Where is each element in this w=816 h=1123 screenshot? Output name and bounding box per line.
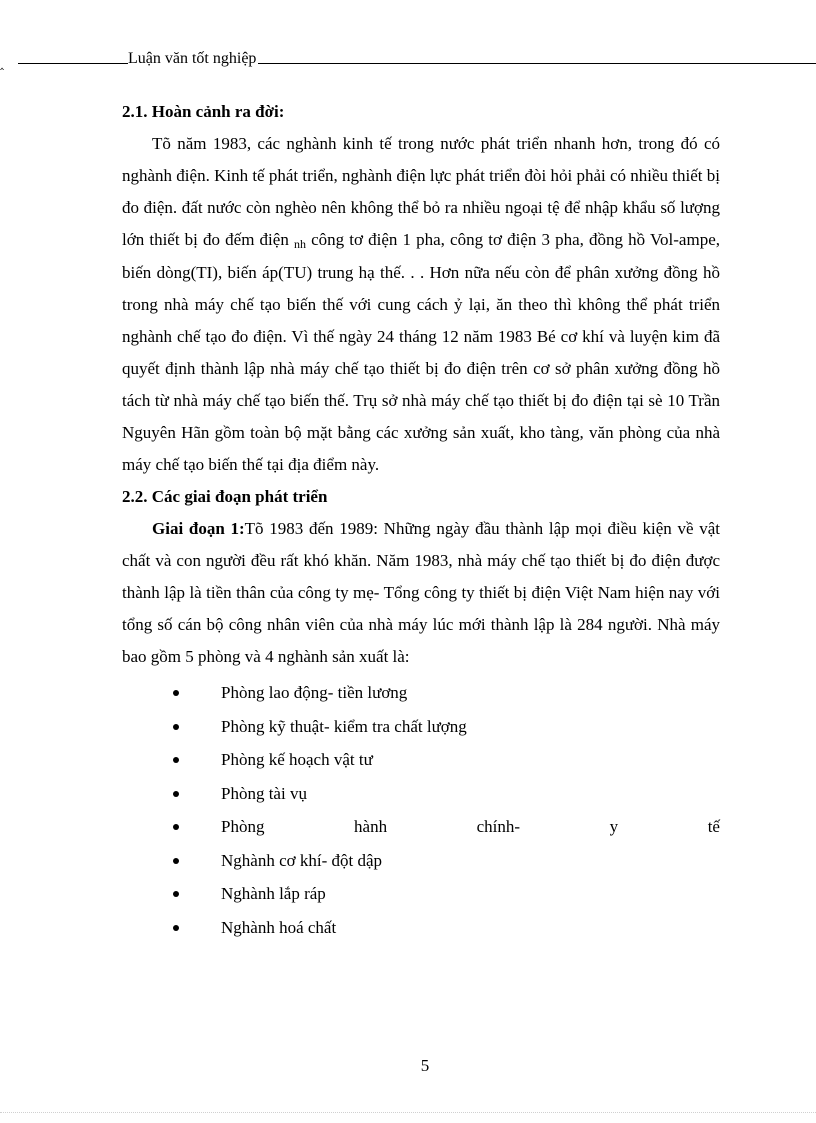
page-number: 5 bbox=[420, 1056, 430, 1075]
paragraph-origin-text-2: công tơ điện 1 pha, công tơ điện 3 pha, đồng hồ Vol-ampe, biến dòng(TI), biến áp(TU) trung hạ thế. . . Hơn nữa nếu còn để phân xưởng đồng hồ trong nhà máy chế tạo biến thế với cung cách ỷ lại, ăn theo thì không thể phát triển nghành chế tạo đo điện. Vì thế ngày 24 tháng 12 năm 1983 Bé cơ khí và luyện kim đã quyết định thành lập nhà máy chế tạo thiết bị đo điện trên cơ sở phân xưởng đồng hồ tách từ nhà máy chế tạo biến thế. Trụ sở nhà máy chế tạo thiết bị đo điện tại sè 10 Trần Nguyên Hãn gồm toàn bộ mặt bằng các xưởng sản xuất, kho tàng, văn phòng của nhà máy chế tạo biến thế tại địa điểm này. bbox=[122, 230, 720, 474]
list-item: Phòng kỹ thuật- kiểm tra chất lượng bbox=[122, 710, 720, 744]
list-item: Nghành cơ khí- đột dập bbox=[122, 844, 720, 878]
bullet-dot-icon bbox=[173, 891, 179, 897]
bullet-dot-icon bbox=[173, 690, 179, 696]
bullet-dot-icon bbox=[173, 791, 179, 797]
department-list bbox=[122, 676, 720, 944]
list-item: Phòng hành chính- y tế bbox=[122, 810, 720, 844]
header-caret-mark: ‸ bbox=[0, 56, 5, 70]
stage-1-lead: Giai đoạn 1: bbox=[152, 519, 245, 538]
paragraph-stage-1 bbox=[122, 513, 720, 673]
list-item: Nghành hoá chất bbox=[122, 911, 720, 945]
stage-1-text: Tõ 1983 đến 1989: Những ngày đầu thành lập mọi điều kiện về vật chất và con người đều rất khó khăn. Năm 1983, nhà máy chế tạo thiết bị đo điện được thành lập là tiền thân của công ty mẹ- Tổng công ty thiết bị điện Việt Nam hiện nay với tổng số cán bộ công nhân viên của nhà máy lúc mới thành lập là 284 người. Nhà máy bao gồm 5 phòng và 4 nghành sản xuất là: bbox=[122, 519, 720, 666]
footer-rule bbox=[0, 1112, 816, 1113]
bullet-dot-icon bbox=[173, 724, 179, 730]
list-item: Nghành lắp ráp bbox=[122, 877, 720, 911]
list-item: Phòng lao động- tiền lương bbox=[122, 676, 720, 710]
bullet-dot-icon bbox=[173, 858, 179, 864]
paragraph-origin bbox=[122, 128, 720, 481]
paragraph-origin-subscript: nh bbox=[293, 237, 306, 251]
list-item: Phòng kế hoạch vật tư bbox=[122, 743, 720, 777]
document-body bbox=[122, 96, 720, 944]
section-heading-development: 2.2. Các giai đoạn phát triển bbox=[122, 487, 328, 506]
header-title: Luận văn tốt nghiệp bbox=[128, 50, 257, 67]
bullet-dot-icon bbox=[173, 824, 179, 830]
list-item: Phòng tài vụ bbox=[122, 777, 720, 811]
bullet-dot-icon bbox=[173, 757, 179, 763]
paragraph-origin-text-1: Tõ năm 1983, các nghành kinh tế trong nước phát triển nhanh hơn, trong đó có nghành điện. Kinh tế phát triển, nghành điện lực phát triển đòi hỏi phải có nhiều thiết bị đo điện. đất nước còn nghèo nên không thể bỏ ra nhiều ngoại tệ để nhập khẩu số lượng lớn thiết bị đo đếm điện bbox=[122, 134, 720, 249]
section-heading-origin: 2.1. Hoàn cảnh ra đời: bbox=[122, 102, 285, 121]
bullet-dot-icon bbox=[173, 925, 179, 931]
